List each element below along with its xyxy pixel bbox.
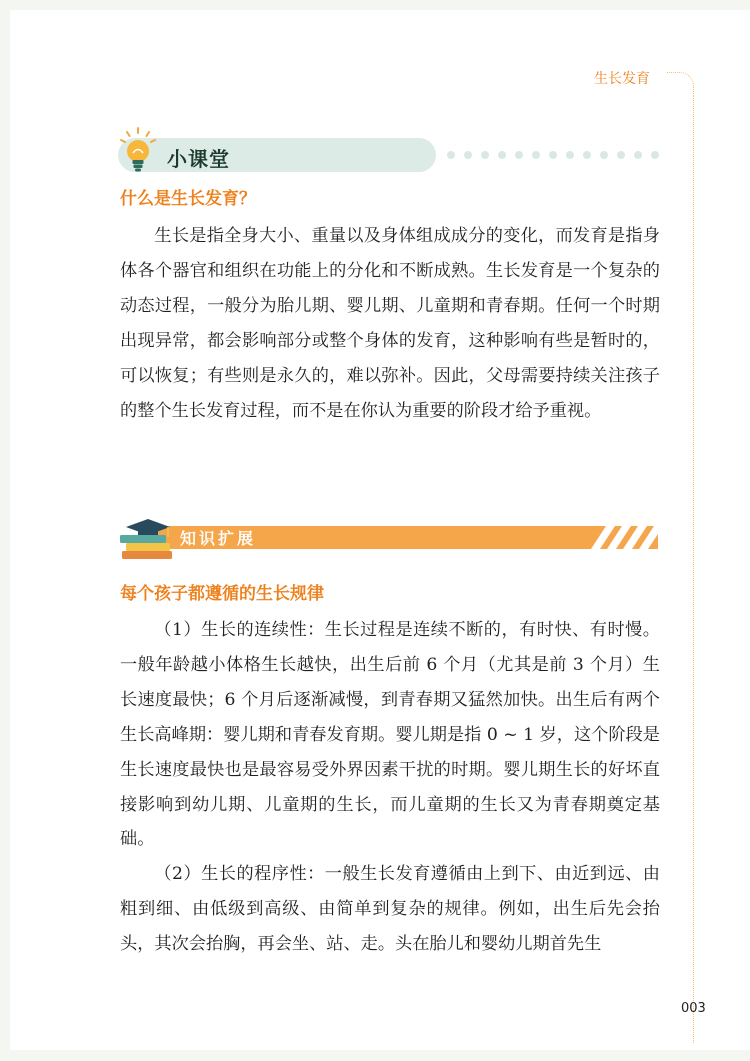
- body-paragraph: 生长是指全身大小、重量以及身体组成成分的变化，而发育是指身体各个器官和组织在功能上的分化和不断成熟。生长发育是一个复杂的动态过程，一般分为胎儿期、婴儿期、儿童期和青春期。任何一个时期出现异常，都会影响部分或整个身体的发育，这种影响有些是暂时的，可以恢复；有些则是永久的，难以弥补。因此，父母需要持续关注孩子的整个生长发育过程，而不是在你认为重要的阶段才给予重视。: [120, 226, 660, 421]
- running-head: 生长发育: [594, 71, 650, 87]
- page-number: 003: [681, 1001, 706, 1016]
- section-heading-what-is-growth: 什么是生长发育？: [120, 189, 256, 209]
- section-banner-xiaoketang: [118, 138, 436, 172]
- body-paragraph: （1）生长的连续性：生长过程是连续不断的，有时快、有时慢。一般年龄越小体格生长越快，出生后前 6 个月（尤其是前 3 个月）生长速度最快；6 个月后逐渐减慢，到青春期又猛然加快。出生后有两个生长高峰期：婴儿期和青春发育期。婴儿期是指 0 ~ 1 岁，这个阶段是生长速度最快也是最容易受外界因素干扰的时期。婴儿期生长的好坏直接影响到幼儿期、儿童期的生长，而儿童期的生长又为青春期奠定基础。: [120, 620, 660, 850]
- books-graduation-cap-icon: [120, 519, 172, 559]
- decorative-dot-row: [446, 150, 666, 160]
- page-edge-top: [0, 0, 750, 10]
- body-paragraph: （2）生长的程序性：一般生长发育遵循由上到下、由近到远、由粗到细、由低级到高级、由简单到复杂的规律。例如，出生后先会抬头，其次会抬胸，再会坐、站、走。头在胎儿和婴幼儿期首先生: [120, 864, 660, 954]
- decorative-edge-line: [693, 95, 694, 1043]
- page-edge-left: [0, 0, 10, 1061]
- section-label-zhishikuozhan: 知识扩展: [180, 529, 257, 548]
- section-heading-growth-rules: 每个孩子都遵循的生长规律: [120, 584, 324, 604]
- page-edge-bottom: [0, 1050, 750, 1061]
- decorative-edge-corner: [667, 72, 694, 96]
- section-label-xiaoketang: 小课堂: [167, 147, 230, 171]
- lightbulb-icon: [118, 126, 158, 176]
